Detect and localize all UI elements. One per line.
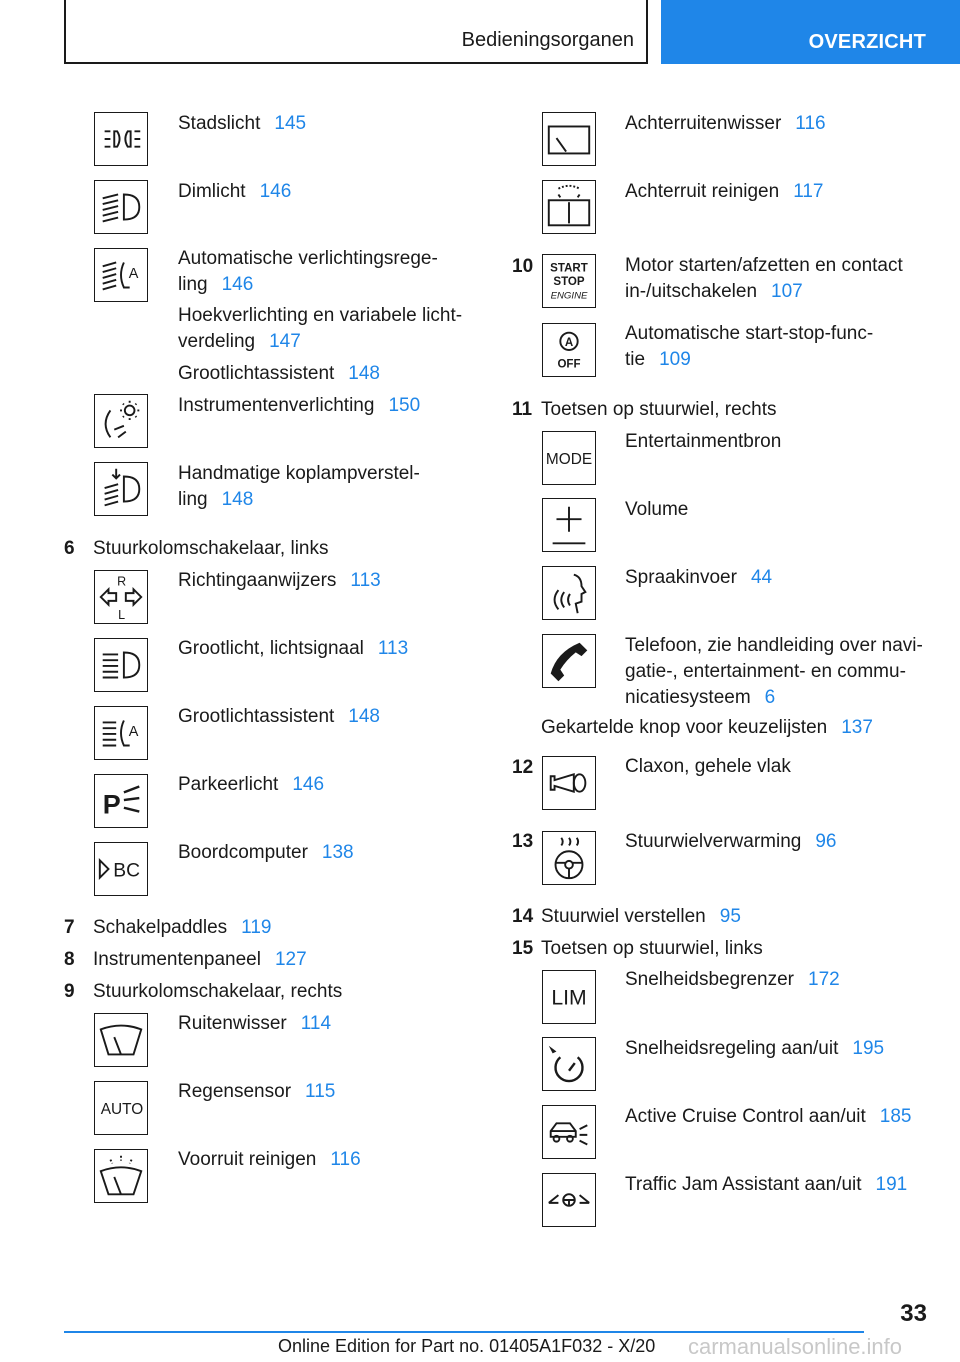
page-ref[interactable]: 138 xyxy=(321,842,354,863)
entry-auto-headlight: Automatische verlichtingsrege- ling 146 xyxy=(178,248,438,295)
entry-jog-dial: Gekartelde knop voor keuzelijsten 137 xyxy=(541,717,873,738)
voice-input-icon xyxy=(542,566,596,620)
svg-text:LIM: LIM xyxy=(551,986,587,1010)
entry-active-cruise-control: Active Cruise Control aan/uit 185 xyxy=(625,1106,912,1127)
item-number: 9 xyxy=(64,981,75,1002)
entry-headlight-range: Handmatige koplampverstel- ling 148 xyxy=(178,463,420,510)
item-number: 6 xyxy=(64,538,75,559)
start-stop-button-icon xyxy=(542,254,596,308)
svg-text:BC: BC xyxy=(113,860,141,882)
svg-text:A: A xyxy=(128,265,139,282)
onboard-computer-icon xyxy=(94,842,148,896)
overview-tab[interactable] xyxy=(661,0,960,64)
section-label: Stuurkolomschakelaar, links xyxy=(93,538,329,559)
page-ref[interactable]: 115 xyxy=(305,1081,336,1102)
entry-windscreen-washer: Voorruit reinigen 116 xyxy=(178,1149,361,1170)
horn-icon xyxy=(542,756,596,810)
entry-traffic-jam-assistant: Traffic Jam Assistant aan/uit 191 xyxy=(625,1174,908,1195)
watermark: carmanualsonline.info xyxy=(688,1334,903,1359)
high-beam-icon xyxy=(94,638,148,692)
item-number: 11 xyxy=(512,399,533,420)
section-title: Bedieningsorganen xyxy=(461,29,634,51)
entry-volume: Volume xyxy=(625,499,689,520)
page-ref[interactable]: 146 xyxy=(259,181,292,202)
windscreen-washer-icon xyxy=(94,1149,148,1203)
entry-high-beam-assistant-2: Grootlichtassistent 148 xyxy=(178,706,380,727)
page-ref[interactable]: 113 xyxy=(350,570,381,591)
svg-text:START: START xyxy=(550,262,588,275)
low-beam-icon xyxy=(94,180,148,234)
section-label: Toetsen op stuurwiel, rechts xyxy=(541,399,777,420)
svg-text:STOP: STOP xyxy=(553,275,585,288)
page-ref[interactable]: 113 xyxy=(377,638,409,659)
page-ref[interactable]: 119 xyxy=(241,917,272,938)
page-ref[interactable]: 148 xyxy=(348,363,380,384)
svg-text:L: L xyxy=(118,608,126,623)
entry-low-beam: Dimlicht 146 xyxy=(178,181,292,202)
svg-text:P: P xyxy=(102,789,121,820)
page-ref[interactable]: 146 xyxy=(221,274,254,295)
page-ref[interactable]: 195 xyxy=(852,1038,885,1059)
headlight-range-icon xyxy=(94,462,148,516)
section-label: Stuurkolomschakelaar, rechts xyxy=(93,981,343,1002)
item-number: 15 xyxy=(512,938,534,959)
speed-limiter-icon xyxy=(542,970,596,1024)
turn-signal-icon xyxy=(94,570,148,624)
page-ref[interactable]: 172 xyxy=(808,969,840,990)
auto-headlight-icon xyxy=(94,248,148,302)
svg-text:OFF: OFF xyxy=(557,358,581,371)
windscreen-wiper-icon xyxy=(94,1013,148,1067)
page-number: 33 xyxy=(900,1300,927,1327)
svg-text:A: A xyxy=(128,723,139,740)
item-number: 8 xyxy=(64,949,75,970)
entry-instrument-lighting: Instrumentenverlichting 150 xyxy=(178,395,421,416)
page-ref[interactable]: 109 xyxy=(659,349,691,370)
section-label: Instrumentenpaneel 127 xyxy=(93,949,307,970)
page-ref[interactable]: 44 xyxy=(750,567,773,588)
page-ref[interactable]: 127 xyxy=(274,949,307,970)
page-ref[interactable]: 191 xyxy=(875,1174,908,1195)
steering-wheel-heating-icon xyxy=(542,831,596,885)
item-number: 12 xyxy=(512,757,534,778)
rain-sensor-icon xyxy=(94,1081,148,1135)
item-number: 7 xyxy=(64,917,75,938)
overview-tab-label: OVERZICHT xyxy=(808,31,926,53)
active-cruise-control-icon xyxy=(542,1105,596,1159)
svg-text:AUTO: AUTO xyxy=(100,1100,144,1118)
page-ref[interactable]: 96 xyxy=(815,831,837,852)
entry-rear-wiper: Achterruitenwisser 116 xyxy=(625,113,826,134)
entry-speed-limiter: Snelheidsbegrenzer 172 xyxy=(625,969,840,990)
volume-icon xyxy=(542,498,596,552)
header-section-box xyxy=(64,0,648,64)
cruise-control-icon xyxy=(542,1037,596,1091)
entry-parking-light-side: Parkeerlicht 146 xyxy=(178,774,325,795)
svg-text:R: R xyxy=(117,574,127,589)
entry-rear-washer: Achterruit reinigen 117 xyxy=(625,181,824,202)
item-number: 10 xyxy=(512,256,534,277)
svg-text:ENGINE: ENGINE xyxy=(550,290,588,302)
entry-telephone: Telefoon, zie handleiding over navi- gatie-, entertainment- en commu- nicatiesysteem 6 xyxy=(625,635,923,708)
page-ref[interactable]: 107 xyxy=(771,281,803,302)
traffic-jam-assistant-icon xyxy=(542,1173,596,1227)
page-ref[interactable]: 185 xyxy=(879,1106,912,1127)
section-label: Schakelpaddles 119 xyxy=(93,917,272,938)
entry-cruise-control: Snelheidsregeling aan/uit 195 xyxy=(625,1038,885,1059)
page-ref[interactable]: 147 xyxy=(269,331,301,352)
mode-button-icon xyxy=(542,431,596,485)
entry-cornering-light: Hoekverlichting en variabele licht- verdeling 147 xyxy=(178,305,463,352)
page-ref[interactable]: 114 xyxy=(300,1013,332,1034)
entry-steering-wheel-heating: Stuurwielverwarming 96 xyxy=(625,831,837,852)
high-beam-assist-icon xyxy=(94,706,148,760)
page-ref[interactable]: 95 xyxy=(719,906,741,927)
item-number: 14 xyxy=(512,906,534,927)
entry-high-beam: Grootlicht, lichtsignaal 113 xyxy=(178,638,409,659)
parking-light-icon xyxy=(94,112,148,166)
svg-text:A: A xyxy=(564,337,574,350)
edition-text: Online Edition for Part no. 01405A1F032 - X/20 xyxy=(278,1336,656,1356)
entry-auto-start-stop: Automatische start-stop-func- tie 109 xyxy=(625,323,874,370)
entry-engine-start-stop: Motor starten/afzetten en contact in-/uitschakelen 107 xyxy=(625,255,903,302)
rear-washer-icon xyxy=(542,180,596,234)
auto-start-stop-icon xyxy=(542,323,596,377)
page-ref[interactable]: 117 xyxy=(793,181,824,202)
footer-rule xyxy=(64,1331,864,1333)
svg-text:MODE: MODE xyxy=(545,450,593,468)
page-ref[interactable]: 116 xyxy=(795,113,826,134)
entry-entertainment-source: Entertainmentbron xyxy=(625,431,782,452)
page-ref[interactable]: 137 xyxy=(841,717,873,738)
entry-voice-input: Spraakinvoer 44 xyxy=(625,567,773,588)
entry-turn-signal: Richtingaanwijzers 113 xyxy=(178,570,381,591)
entry-onboard-computer: Boordcomputer 138 xyxy=(178,842,354,863)
entry-high-beam-assistant: Grootlichtassistent 148 xyxy=(178,363,380,384)
page-ref[interactable]: 150 xyxy=(388,395,421,416)
page-ref[interactable]: 6 xyxy=(764,687,776,708)
telephone-icon xyxy=(542,634,596,688)
entry-windscreen-wiper: Ruitenwisser 114 xyxy=(178,1013,332,1034)
instrument-lighting-icon xyxy=(94,394,148,448)
entry-rain-sensor: Regensensor 115 xyxy=(178,1081,336,1102)
rear-wiper-icon xyxy=(542,112,596,166)
page-ref[interactable]: 116 xyxy=(330,1149,361,1170)
section-label: Stuurwiel verstellen 95 xyxy=(541,906,741,927)
page-ref[interactable]: 145 xyxy=(274,113,307,134)
page-ref[interactable]: 148 xyxy=(348,706,380,727)
section-label: Toetsen op stuurwiel, links xyxy=(541,938,763,959)
item-number: 13 xyxy=(512,831,534,852)
side-parking-light-icon xyxy=(94,774,148,828)
page-ref[interactable]: 146 xyxy=(292,774,325,795)
entry-horn: Claxon, gehele vlak xyxy=(625,756,791,777)
page-ref[interactable]: 148 xyxy=(221,489,254,510)
entry-parking-light: Stadslicht 145 xyxy=(178,113,307,134)
